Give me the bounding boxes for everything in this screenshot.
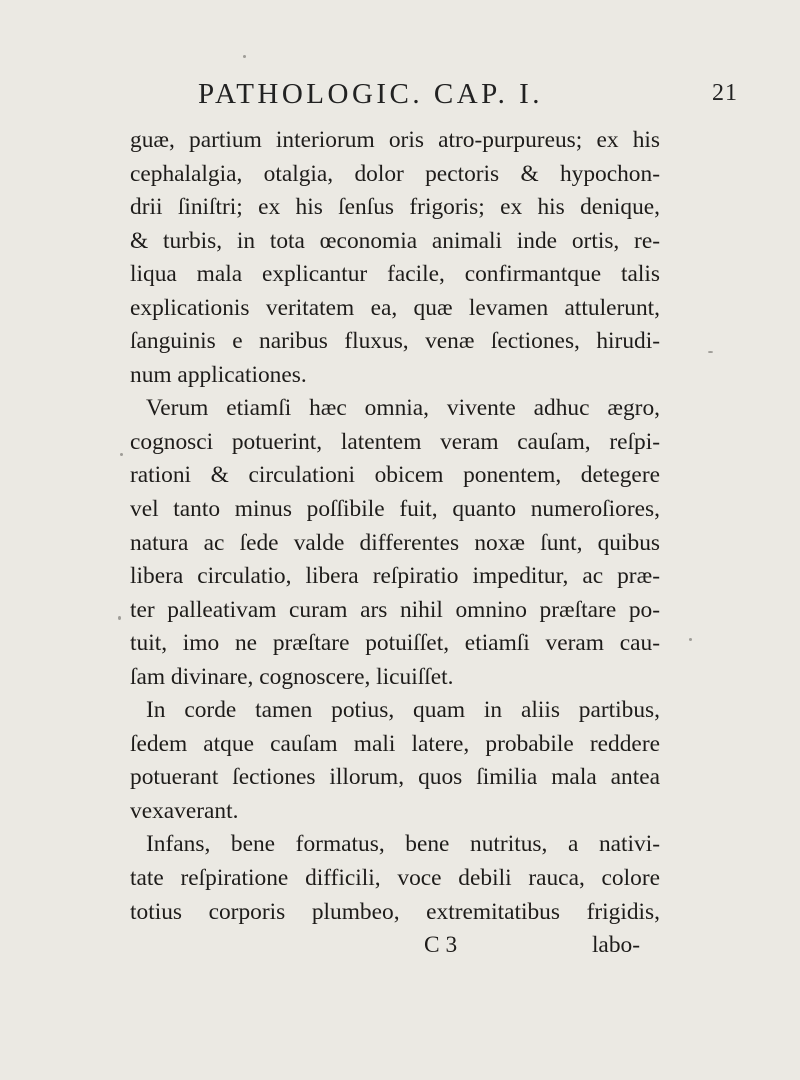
text-line: ter palleativam curam ars nihil omnino præſtare po-: [130, 596, 660, 623]
text-line: vexaverant.: [130, 797, 239, 824]
signature-mark: C 3: [424, 932, 458, 959]
text-line: explicationis veritatem ea, quæ levamen attulerunt,: [130, 294, 660, 321]
paper-speck: [118, 616, 121, 620]
paragraph-1: [130, 124, 660, 392]
paragraph-2: [130, 392, 660, 694]
text-line: Infans, bene formatus, bene nutritus, a nativi-: [146, 831, 660, 858]
text-line: vel tanto minus poſſibile fuit, quanto numeroſiores,: [130, 496, 660, 523]
text-line: In corde tamen potius, quam in aliis partibus,: [146, 697, 660, 724]
page-header: [198, 78, 738, 114]
text-line: tuit, imo ne præſtare potuiſſet, etiamſi veram cau-: [130, 630, 660, 657]
paper-speck: [120, 453, 123, 456]
text-line: cognosci potuerint, latentem veram cauſam, reſpi-: [130, 428, 660, 455]
text-line: Verum etiamſi hæc omnia, vivente adhuc ægro,: [146, 395, 660, 422]
text-line: & turbis, in tota œconomia animali inde ortis, re-: [130, 227, 660, 254]
paper-speck: [708, 351, 713, 353]
body-text: [130, 124, 660, 963]
page-number: 21: [712, 80, 738, 106]
text-line: num applicationes.: [130, 361, 307, 388]
text-line: ſedem atque cauſam mali latere, probabile reddere: [130, 730, 660, 757]
text-line: rationi & circulationi obicem ponentem, detegere: [130, 462, 660, 489]
text-line: ſam divinare, cognoscere, licuiſſet.: [130, 663, 454, 690]
text-line: potuerant ſectiones illorum, quos ſimilia mala antea: [130, 764, 660, 791]
catchword: labo-: [591, 932, 640, 959]
text-line: guæ, partium interiorum oris atro-purpureus; ex his: [130, 127, 660, 153]
text-line: drii ſiniſtri; ex his ſenſus frigoris; ex his denique,: [130, 194, 660, 221]
text-line: libera circulatio, libera reſpiratio impeditur, ac præ-: [130, 563, 660, 590]
paragraph-3: [130, 694, 660, 828]
page-footer: [130, 929, 660, 963]
paragraph-4: [130, 828, 660, 929]
text-line: tate reſpiratione difficili, voce debili rauca, colore: [130, 865, 660, 892]
text-line: liqua mala explicantur facile, confirmantque talis: [130, 261, 660, 288]
paper-speck: [243, 55, 246, 58]
text-line: cephalalgia, otalgia, dolor pectoris & hypochon-: [130, 160, 660, 187]
paper-speck: [689, 638, 692, 641]
text-line: natura ac ſede valde differentes noxæ ſunt, quibus: [130, 529, 660, 556]
text-line: ſanguinis e naribus fluxus, venæ ſectiones, hirudi-: [130, 328, 660, 355]
running-title: PATHOLOGIC. CAP. I.: [198, 78, 544, 110]
text-line: totius corporis plumbeo, extremitatibus frigidis,: [130, 898, 660, 925]
